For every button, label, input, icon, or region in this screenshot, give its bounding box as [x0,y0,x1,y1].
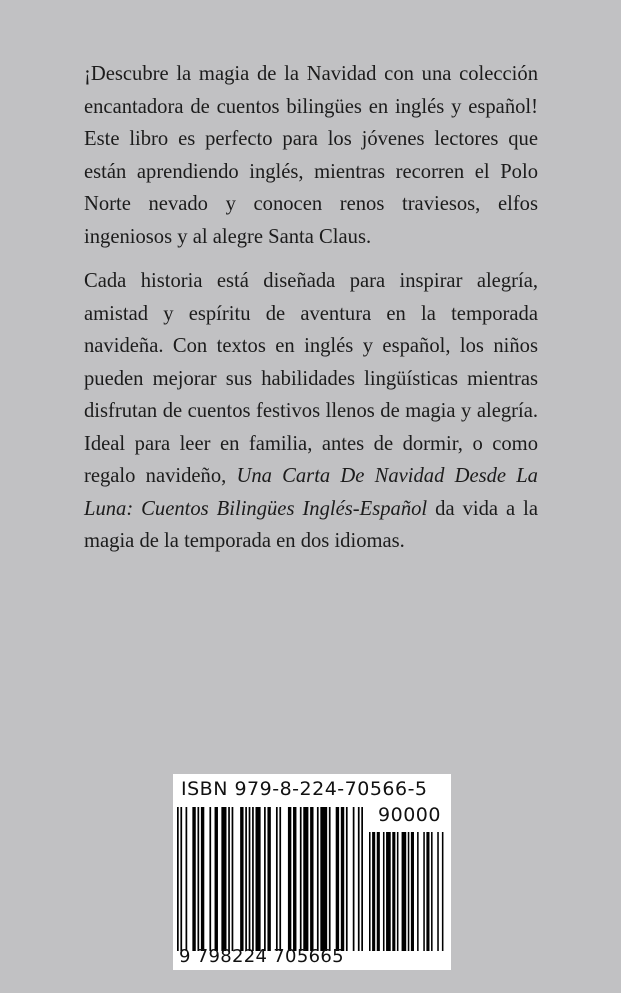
barcode-bar [177,807,179,951]
barcode-bar [408,832,410,951]
blurb-paragraph-2-text: Cada historia está diseñada para inspirar alegría, amistad y espíritu de aventura en la temporada navideña. Con textos en inglés y español, los niños pueden mejorar sus habilidades lingüísticas mientras disfrutan de cuentos festivos llenos de magia y alegría. Ideal para leer en familia, antes de dormir, o como regalo navideño, [84,270,538,487]
book-title: Una Carta De Navidad Desde La Luna: Cuentos Bilingües Inglés-Español [84,465,538,520]
barcode-bar [186,807,188,951]
barcode-bar [329,807,331,951]
barcode-bar [180,807,182,951]
barcode-bar [320,807,327,951]
barcode-bar [397,832,399,951]
barcode-bar [197,807,199,951]
barcode-bar [221,807,226,951]
price-addon-label: 90000 [378,804,441,826]
barcode-bar [249,807,251,951]
barcode-bar [293,807,296,951]
barcode-bar [201,807,204,951]
blurb-paragraph-1: ¡Descubre la magia de la Navidad con una colección encantadora de cuentos bilingües en inglés y español! Este libro es perfecto para los jóvenes lectores que están aprendiendo inglés, mientras recorren el Polo Norte nevado y conocen renos traviesos, elfos ingeniosos y al alegre Santa Claus. [84,63,538,248]
barcode-bar [402,832,407,951]
barcode-bar [361,807,363,951]
barcode-bar [392,832,395,951]
barcode-bar [300,807,302,951]
barcode-bar [264,807,266,951]
barcode-bar [215,807,218,951]
barcode-bar [288,807,291,951]
barcode-bar [240,807,243,951]
barcode-bar [232,807,234,951]
barcode-bar [317,807,319,951]
barcode-bar [386,832,391,951]
barcode-bar [310,807,313,951]
isbn-barcode [173,774,451,970]
barcode-bar [369,832,371,951]
addon-barcode-bars [369,832,445,951]
barcode-bar [192,807,195,951]
barcode-bar [431,832,433,951]
barcode-bar [303,807,308,951]
barcode-bar [252,807,254,951]
blurb-paragraph-2 [84,265,538,558]
barcode-bar [267,807,270,951]
barcode-digits: 9 798224 705665 [179,946,344,967]
isbn-label: ISBN 979-8-224-70566-5 [181,778,428,800]
barcode-bar [279,807,281,951]
barcode-bar [245,807,247,951]
barcode-bar [228,807,230,951]
barcode-bar [276,807,278,951]
barcode-bar [372,832,375,951]
barcode-bar [377,832,380,951]
barcode-bar [353,807,355,951]
ean-barcode-bars [177,807,363,951]
back-cover-blurb [84,58,538,558]
barcode-bar [437,832,439,951]
barcode-bar [383,832,385,951]
barcode-bar [346,807,348,951]
barcode-bar [423,832,425,951]
barcode-bar [341,807,344,951]
barcode-bar [358,807,360,951]
barcode-bar [426,832,429,951]
barcode-bar [209,807,211,951]
blurb-paragraph-2-end: da vida a la magia de la temporada en dos idiomas. [84,497,538,552]
barcode-bar [417,832,419,951]
barcode-bar [411,832,414,951]
barcode-bar [336,807,339,951]
barcode-bar [255,807,260,951]
barcode-bar [442,832,444,951]
